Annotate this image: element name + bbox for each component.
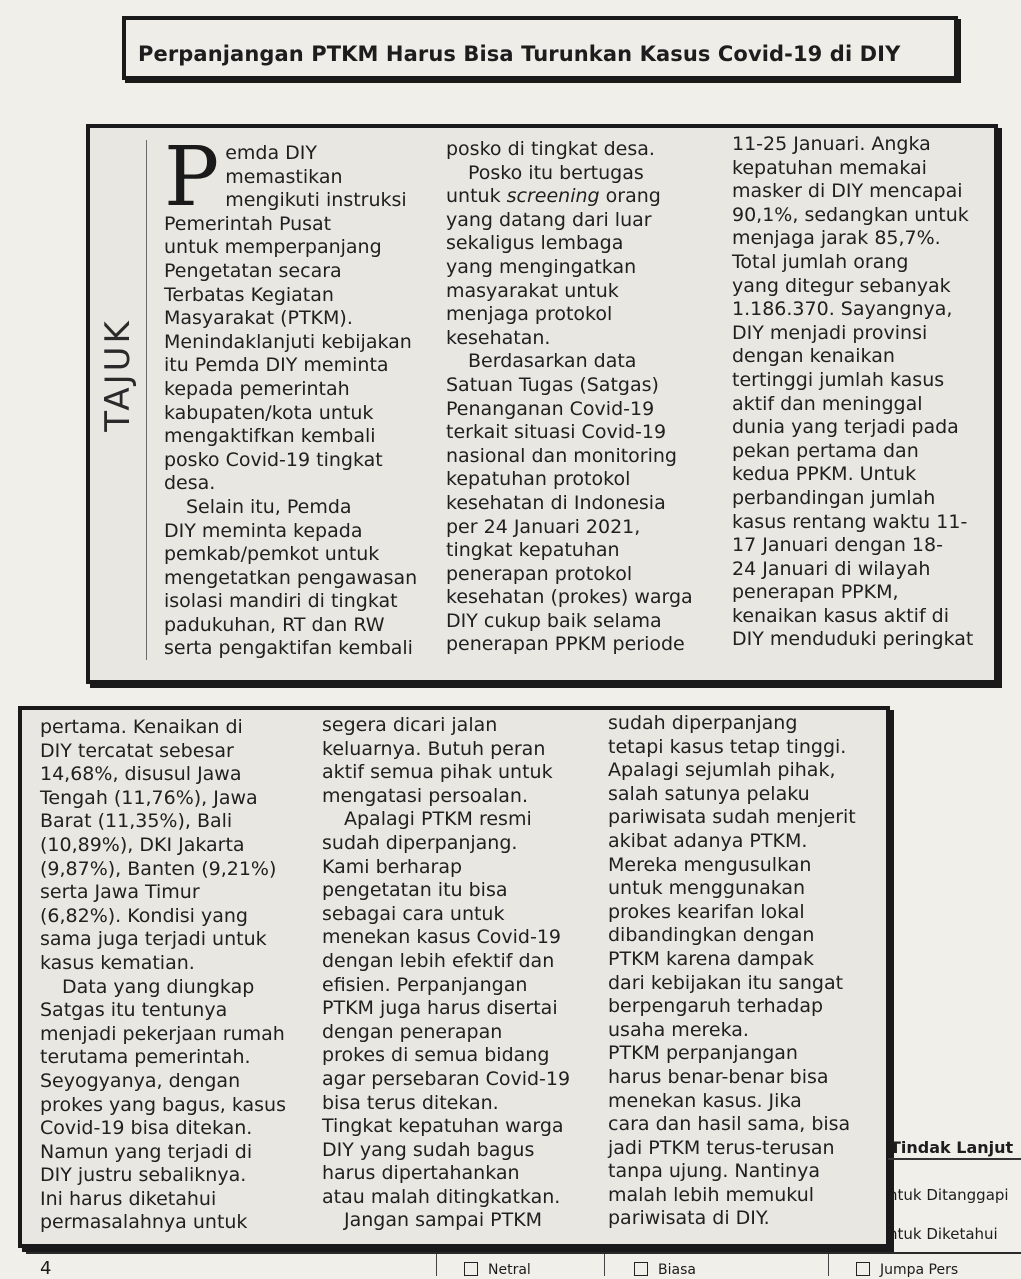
text-line: dengan lebih efektif dan (322, 949, 555, 972)
follow-up-title: Tindak Lanjut (890, 1138, 1014, 1157)
text-line: Terbatas Kegiatan (164, 283, 334, 306)
article-column-1 (164, 130, 434, 661)
text-line: Apalagi PTKM resmi (344, 808, 532, 831)
follow-up-rule (888, 1158, 1021, 1160)
text-line: kedua PPKM. Untuk (732, 463, 917, 486)
article-column-2 (446, 138, 721, 657)
text-line: 90,1%, sedangkan untuk (732, 203, 969, 226)
text-line: dari kebijakan itu sangat (608, 971, 844, 994)
text-line: isolasi mandiri di tingkat (164, 590, 398, 613)
text-line: kesehatan (prokes) warga (446, 586, 693, 609)
follow-up-line-1: ntuk Ditanggapi (888, 1186, 1009, 1204)
text-line: dengan penerapan (322, 1020, 503, 1043)
text-line: prokes di semua bidang (322, 1044, 550, 1067)
text-line: (10,89%), DKI Jakarta (40, 833, 245, 856)
text-line: posko Covid-19 tingkat (164, 448, 383, 471)
text-line: sudah diperpanjang (608, 712, 798, 734)
text-line: Ini harus diketahui (40, 1187, 217, 1210)
text-line: tanpa ujung. Nantinya (608, 1160, 820, 1183)
text-line: menjaga jarak 85,7%. (732, 227, 941, 250)
rubric-label: TAJUK (98, 318, 138, 432)
rubric-divider (146, 140, 147, 660)
text-line: DIY menduduki peringkat (732, 628, 974, 651)
text-line: Satuan Tugas (Satgas) (446, 373, 659, 396)
text-line: sudah diperpanjang. (322, 831, 518, 854)
drop-cap: P (164, 130, 220, 225)
text-line: keluarnya. Butuh peran (322, 737, 546, 760)
text-line: pariwisata di DIY. (608, 1207, 770, 1230)
text-line: serta pengaktifan kembali (164, 637, 413, 660)
text-line: yang ditegur sebanyak (732, 274, 951, 297)
text-line: salah satunya pelaku (608, 782, 810, 805)
text-line: penerapan PPKM, (732, 581, 899, 604)
text-line: sebagai cara untuk (322, 902, 505, 925)
text-line: Pemerintah Pusat (164, 212, 332, 235)
text-line: PTKM karena dampak (608, 947, 814, 970)
text-line: yang mengingatkan (446, 255, 637, 278)
text-line: itu Pemda DIY meminta (164, 354, 389, 377)
footer-separator (828, 1254, 829, 1276)
text-line: permasalahnya untuk (40, 1211, 248, 1234)
article-column-4 (40, 716, 312, 1235)
text-line: penerapan PPKM periode (446, 633, 685, 656)
text-line: desa. (164, 472, 216, 495)
text-line: Berdasarkan data (468, 350, 637, 373)
text-line: untuk memperpanjang (164, 236, 382, 259)
text-line: serta Jawa Timur (40, 881, 200, 904)
text-line: Apalagi sejumlah pihak, (608, 759, 836, 782)
text-line: per 24 Januari 2021, (446, 515, 641, 538)
text-line: menekan kasus Covid-19 (322, 926, 562, 949)
text-line: 17 Januari dengan 18- (732, 534, 943, 557)
text-line: Menindaklanjuti kebijakan (164, 330, 412, 353)
text-line: perbandingan jumlah (732, 486, 936, 509)
text-line: tetapi kasus tetap tinggi. (608, 735, 847, 758)
text-line: posko di tingkat desa. (446, 138, 655, 160)
text-line: Jangan sampai PTKM (344, 1209, 543, 1232)
text-line: Penanganan Covid-19 (446, 397, 655, 420)
text-line: prokes kearifan lokal (608, 900, 805, 923)
text-line: DIY yang sudah bagus (322, 1138, 535, 1161)
text-line: mengetatkan pengawasan (164, 566, 418, 589)
label-netral: Netral (488, 1262, 531, 1278)
text-line: DIY justru sebaliknya. (40, 1164, 247, 1187)
text-line: Mereka mengusulkan (608, 853, 812, 876)
text-line: DIY meminta kepada (164, 519, 363, 542)
text-line: yang datang dari luar (446, 208, 652, 231)
text-line: mengaktifkan kembali (164, 425, 376, 448)
text-line: Tengah (11,76%), Jawa (40, 786, 258, 809)
text-line: untuk screening orang (446, 185, 661, 208)
follow-up-line-2: ntuk Diketahui (888, 1225, 998, 1243)
follow-up-panel (880, 1128, 1021, 1248)
text-line: Data yang diungkap (62, 975, 255, 998)
text-line: PTKM perpanjangan (608, 1042, 798, 1065)
article-column-6 (608, 712, 880, 1231)
headline: Perpanjangan PTKM Harus Bisa Turunkan Kasus Covid-19 di DIY (138, 42, 901, 66)
text-line: nasional dan monitoring (446, 444, 677, 467)
text-line: mengatasi persoalan. (322, 784, 528, 807)
text-line: dengan kenaikan (732, 345, 895, 368)
label-biasa: Biasa (658, 1262, 696, 1278)
text-line: kenaikan kasus aktif di (732, 604, 950, 627)
text-line: (6,82%). Kondisi yang (40, 904, 248, 927)
text-line: cara dan hasil sama, bisa (608, 1113, 851, 1136)
text-line: pengetatan itu bisa (322, 879, 508, 902)
text-line: efisien. Perpanjangan (322, 973, 528, 996)
text-line: agar persebaran Covid-19 (322, 1067, 571, 1090)
text-line: berpengaruh terhadap (608, 995, 824, 1018)
text-line: Pengetatan secara (164, 259, 342, 282)
text-line: sama juga terjadi untuk (40, 928, 267, 951)
text-line: dunia yang terjadi pada (732, 416, 959, 439)
checkbox-jumpa-pers[interactable] (856, 1262, 870, 1276)
text-line: Covid-19 bisa ditekan. (40, 1117, 253, 1140)
text-line: kasus rentang waktu 11- (732, 510, 968, 533)
text-line: DIY tercatat sebesar (40, 739, 234, 762)
text-line: penerapan protokol (446, 562, 633, 585)
text-line: masker di DIY mencapai (732, 180, 963, 203)
text-line: 11-25 Januari. Angka (732, 133, 931, 155)
text-line: kabupaten/kota untuk (164, 401, 374, 424)
text-line: atau malah ditingkatkan. (322, 1185, 561, 1208)
text-line: untuk menggunakan (608, 877, 806, 900)
text-line: Satgas itu tentunya (40, 999, 228, 1022)
text-line: masyarakat untuk (446, 279, 619, 302)
text-line: bisa terus ditekan. (322, 1091, 499, 1114)
text-line: 24 Januari di wilayah (732, 557, 931, 580)
text-line: prokes yang bagus, kasus (40, 1093, 286, 1116)
text-line: tertinggi jumlah kasus (732, 368, 945, 391)
text-line: dibandingkan dengan (608, 924, 815, 947)
text-line: terkait situasi Covid-19 (446, 421, 667, 444)
headline-box (122, 16, 958, 80)
text-line: kesehatan. (446, 326, 551, 349)
text-line: terutama pemerintah. (40, 1046, 251, 1069)
label-jumpa-pers: Jumpa Pers (880, 1262, 959, 1278)
text-line: DIY menjadi provinsi (732, 321, 928, 344)
text-line: kesehatan di Indonesia (446, 491, 666, 514)
text-line: Namun yang terjadi di (40, 1140, 253, 1163)
text-line: memastikan (225, 165, 343, 188)
text-line: DIY cukup baik selama (446, 609, 662, 632)
text-line: emda DIY (225, 142, 317, 164)
text-line: Seyogyanya, dengan (40, 1069, 241, 1092)
text-line: pariwisata sudah menjerit (608, 806, 856, 829)
text-line: aktif dan meninggal (732, 392, 923, 415)
text-line: kepatuhan memakai (732, 156, 927, 179)
text-line: sekaligus lembaga (446, 232, 624, 255)
text-line: PTKM juga harus disertai (322, 997, 558, 1020)
text-line: pertama. Kenaikan di (40, 716, 243, 738)
text-line: Selain itu, Pemda (186, 495, 352, 518)
text-line: 1.186.370. Sayangnya, (732, 298, 953, 321)
text-line: tingkat kepatuhan (446, 539, 620, 562)
text-line: Barat (11,35%), Bali (40, 810, 233, 833)
text-line: Kami berharap (322, 855, 463, 878)
text-line: kepatuhan protokol (446, 468, 631, 491)
text-line: segera dicari jalan (322, 714, 498, 736)
text-line: pemkab/pemkot untuk (164, 543, 380, 566)
text-line: mengikuti instruksi (225, 189, 407, 212)
text-line: 14,68%, disusul Jawa (40, 763, 242, 786)
text-line: menekan kasus. Jika (608, 1089, 802, 1112)
page-number: 4 (40, 1258, 52, 1279)
text-line: Masyarakat (PTKM). (164, 307, 353, 330)
footer-separator (604, 1254, 605, 1276)
text-line: Tingkat kepatuhan warga (322, 1115, 564, 1138)
text-line: aktif semua pihak untuk (322, 761, 553, 784)
checkbox-netral[interactable] (464, 1262, 478, 1276)
text-line: akibat adanya PTKM. (608, 829, 808, 852)
footer-rule (26, 1252, 1021, 1254)
text-line: Posko itu bertugas (468, 161, 644, 184)
text-line: kasus kematian. (40, 951, 195, 974)
text-line: harus benar-benar bisa (608, 1065, 829, 1088)
footer-bar (0, 1250, 1021, 1279)
text-line: harus dipertahankan (322, 1162, 520, 1185)
checkbox-biasa[interactable] (634, 1262, 648, 1276)
text-line: menjadi pekerjaan rumah (40, 1022, 285, 1045)
text-line: jadi PTKM terus-terusan (608, 1136, 835, 1159)
text-line: malah lebih memukul (608, 1183, 815, 1206)
text-line: menjaga protokol (446, 303, 613, 326)
text-line: pekan pertama dan (732, 439, 919, 462)
footer-separator (436, 1254, 437, 1276)
text-line: kepada pemerintah (164, 377, 350, 400)
text-line: (9,87%), Banten (9,21%) (40, 857, 277, 880)
article-column-5 (322, 714, 597, 1233)
text-line: padukuhan, RT dan RW (164, 613, 385, 636)
article-column-3 (732, 133, 994, 652)
text-line: usaha mereka. (608, 1018, 749, 1041)
text-line: Total jumlah orang (732, 250, 909, 273)
